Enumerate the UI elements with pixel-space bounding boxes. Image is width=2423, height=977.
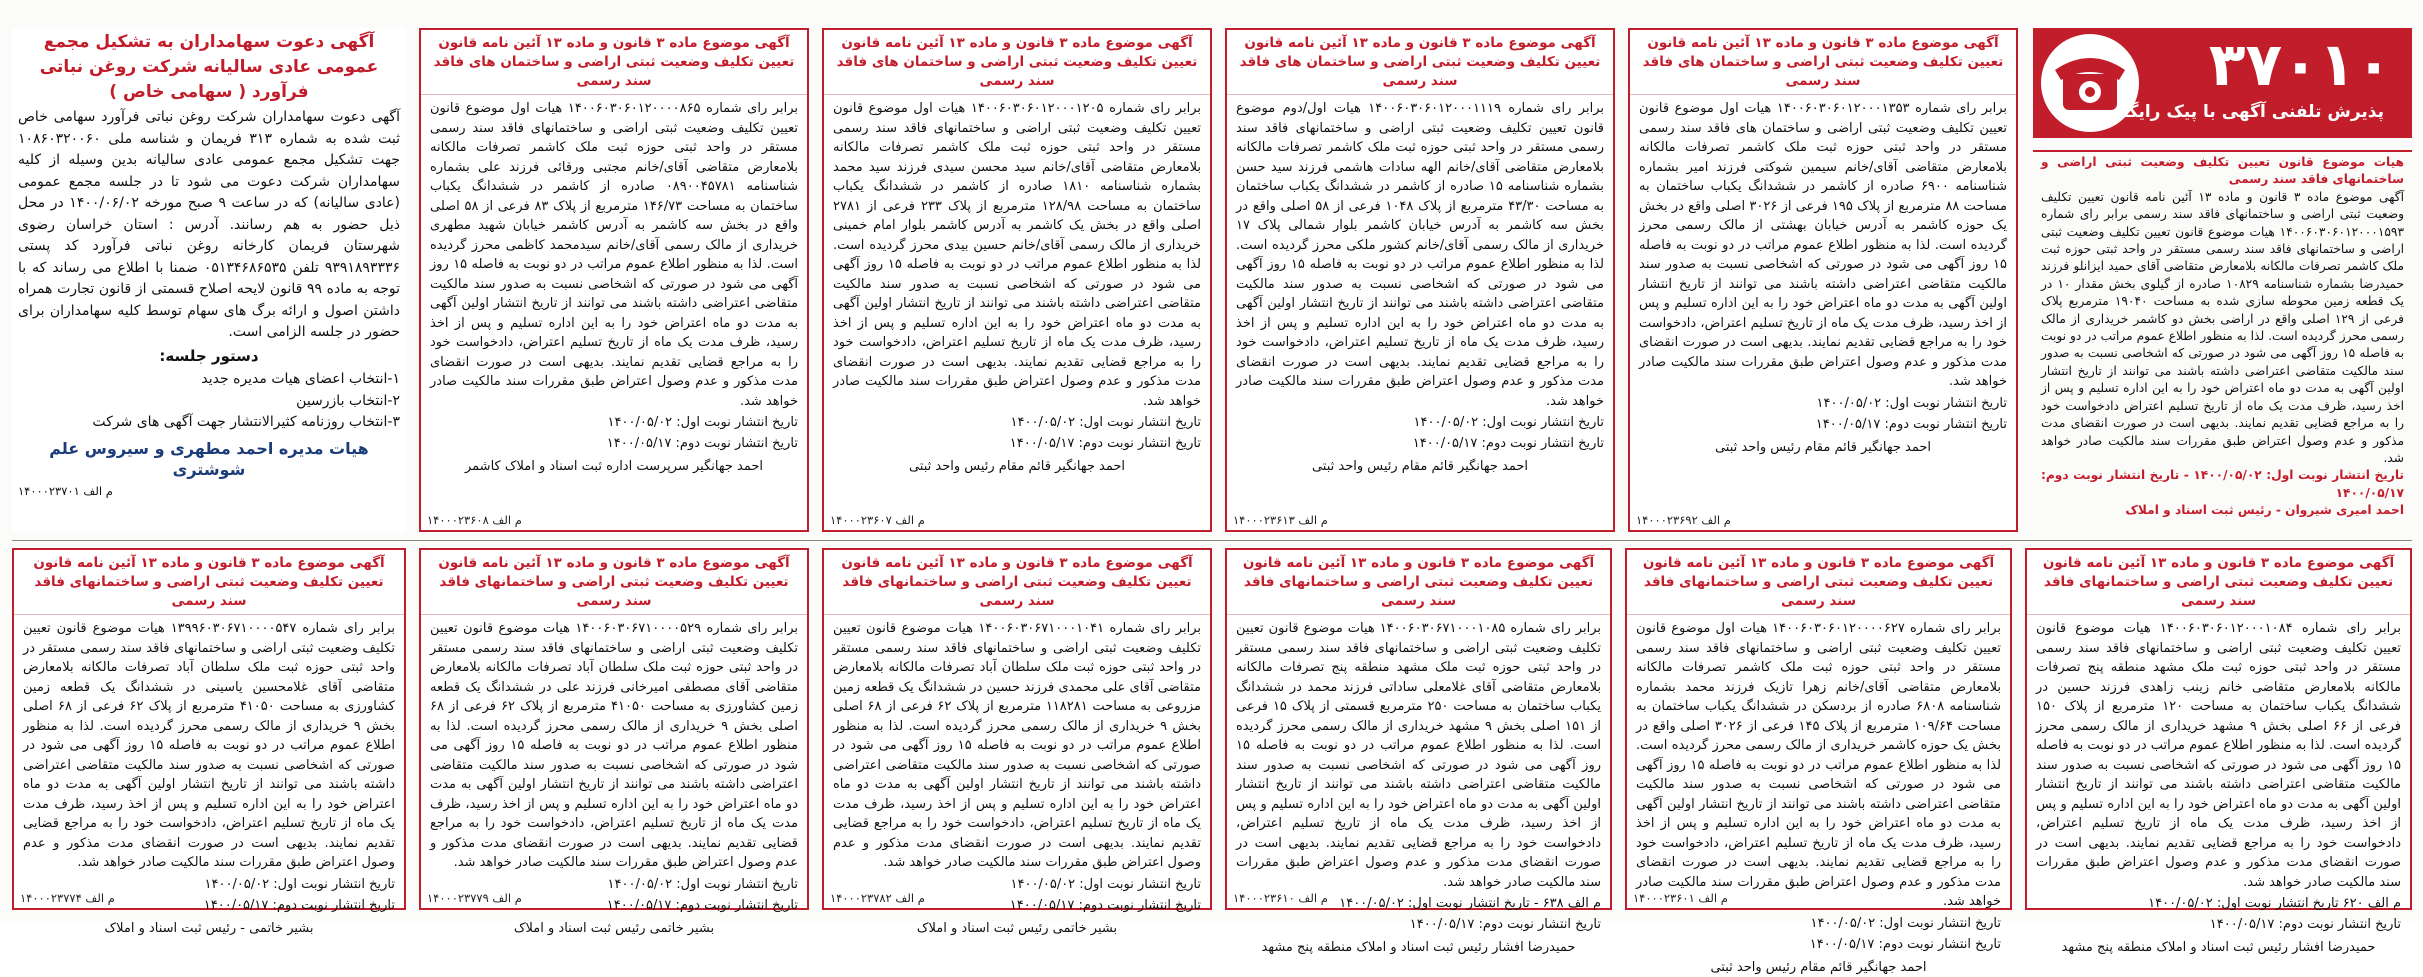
ad-body: برابر رای شماره ۱۴۰۰۶۰۳۰۶۰۱۲۰۰۰۰۸۶۵ هیات اول موضوع قانون تعیین تکلیف وضعیت ثبتی اراضی و ساختمانهای فاقد سند رسمی مستقر در واحد ثبتی حوزه ثبت ملک کاشمر تصرفات مالکانه بلامعارض متقاضی آقای/خانم مجتبی ورقائی فرزند علی بشماره شناسنامه ۰۸۹۰۰۴۵۷۸۱ صادره از کاشمر در ششدانگ یکباب ساختمان به مساحت ۱۴۶/۷۳ مترمربع از پلاک ۸۳ فرعی از ۵۸ اصلی واقع در بخش سه کاشمر به آدرس کاشمر خیابان شهید مطهری خریداری از مالک رسمی آقای/خانم سیدمحمد کاظمی محرز گردیده است. لذا به منظور اطلاع عموم مراتب در دو نوبت به فاصله ۱۵ روز آگهی می شود در صورتی که اشخاصی نسبت به صدور سند مالکیت متقاضی اعتراضی داشته باشند می توانند از تاریخ انتشار اولین آگهی به مدت دو ماه اعتراض خود را به این اداره تسلیم و پس از اخذ رسید، ظرف مدت یک ماه از تاریخ تسلیم اعتراض، دادخواست خود را به مراجع قضایی تقدیم نمایند. بدیهی است در صورت انقضای مدت مذکور و عدم وصول اعتراض طبق مقررات سند مالکیت صادر خواهد شد. [430,101,798,409]
ad-body: برابر رای شماره ۱۴۰۰۶۰۳۰۶۰۱۲۰۰۰۱۱۱۹ هیات اول/دوم موضوع قانون تعیین تکلیف وضعیت ثبتی اراضی و ساختمانهای فاقد سند رسمی مستقر در واحد ثبتی حوزه ثبت ملک کاشمر تصرفات مالکانه بلامعارض متقاضی آقای/خانم الهه سادات هاشمی فرزند سید حسن بشماره شناسنامه ۱۵ صادره از کاشمر در ششدانگ یکباب ساختمان به مساحت ۴۳/۳۰ مترمربع از پلاک ۱۰۴۸ فرعی از ۵۸ اصلی واقع در بخش سه کاشمر به آدرس خیابان کاشمر بلوار شمالی پلاک ۱۷ خریداری از مالک رسمی آقای/خانم کشور ملکی محرز گردیده است. لذا به منظور اطلاع عموم مراتب در دو نوبت به فاصله ۱۵ روز آگهی می شود در صورتی که اشخاصی نسبت به صدور سند مالکیت متقاضی اعتراضی داشته باشند می توانند از تاریخ انتشار اولین آگهی به مدت دو ماه اعتراض خود را به این اداره تسلیم و پس از اخذ رسید، ظرف مدت یک ماه از تاریخ تسلیم اعتراض، دادخواست خود را به مراجع قضایی تقدیم نمایند. بدیهی است در صورت انقضای مدت مذکور و عدم وصول اعتراض طبق مقررات سند مالکیت صادر خواهد شد. [1236,101,1604,409]
ad-title: آگهی موضوع ماده ۳ قانون و ماده ۱۳ آئین نامه قانون تعیین تکلیف وضعیت ثبتی اراضی و ساختمانهای فاقد سند رسمی [1227,550,1610,615]
ad-date-second: تاریخ انتشار نوبت دوم: ۱۴۰۰/۰۵/۱۷ [1009,897,1201,913]
ad-code: م الف ۱۴۰۰۰۲۳۶۰۸ [427,513,522,527]
ad-date-first: تاریخ انتشار نوبت اول: ۱۴۰۰/۰۵/۰۲ [607,415,798,430]
ad-signature: حمیدرضا افشار رئیس ثبت اسناد و املاک منطقه پنج مشهد [1261,940,1576,955]
ad-title: آگهی موضوع ماده ۳ قانون و ماده ۱۳ آئین نامه قانون تعیین تکلیف وضعیت ثبتی اراضی و ساختمان های فاقد سند رسمی [1227,30,1613,95]
phone-ad-header [2033,28,2412,138]
ad-body: برابر رای شماره ۱۴۰۰۶۰۳۰۶۷۱۰۰۰۰۵۲۹ هیات موضوع قانون تعیین تکلیف وضعیت ثبتی اراضی و ساختمانهای فاقد سند رسمی مستقر در واحد ثبتی حوزه ثبت ملک سلطان آباد تصرفات مالکانه بلامعارض متقاضی آقای مصطفی امیرخانی فرزند علی در ششدانگ یک قطعه زمین کشاورزی به مساحت ۴۱۰۵۰ مترمربع از پلاک ۶۲ فرعی از ۶۸ اصلی بخش ۹ خریداری از مالک رسمی محرز گردیده است. لذا به منظور اطلاع عموم مراتب در دو نوبت به فاصله ۱۵ روز آگهی می شود در صورتی که اشخاصی نسبت به صدور سند مالکیت متقاضی اعتراضی داشته باشند می توانند از تاریخ انتشار اولین آگهی به مدت دو ماه اعتراض خود را به این اداره تسلیم و پس از اخذ رسید، ظرف مدت یک ماه از تاریخ تسلیم اعتراض، دادخواست خود را به مراجع قضایی تقدیم نمایند. بدیهی است در صورت انقضای مدت مذکور و عدم وصول اعتراض طبق مقررات سند مالکیت صادر خواهد شد. [430,621,799,870]
ga-agenda-item: ۳-انتخاب روزنامه کثیرالانتشار جهت آگهی های شرکت [92,414,400,430]
ad-signature: احمد جهانگیر قائم مقام رئیس واحد ثبتی [1710,959,1927,975]
ad-signature: احمد جهانگیر قائم مقام رئیس واحد ثبتی [908,459,1126,474]
ad-title: آگهی موضوع ماده ۳ قانون و ماده ۱۳ آئین نامه قانون تعیین تکلیف وضعیت ثبتی اراضی و ساختمان های فاقد سند رسمی [824,30,1210,95]
general-assembly-notice [12,28,406,532]
ga-body: آگهی دعوت سهامداران شرکت روغن نباتی فرآورد سهامی خاص ثبت شده به شماره ۳۱۳ فریمان و شناسه ملی ۱۰۸۶۰۳۲۰۰۶۰ جهت تشکیل مجمع عمومی عادی سالیانه بدین وسیله از کلیه سهامداران شرکت دعوت می شود تا در جلسه مجمع عمومی (عادی سالیانه) که در ساعت ۹ صبح مورخه ۱۴۰۰/۰۶/۰۲ در محل ذیل حضور به هم رسانند. آدرس : استان خراسان رضوی شهرستان فریمان کارخانه روغن نباتی فرآورد کد پستی ۹۳۹۱۸۹۳۳۳۶ تلفن ۰۵۱۳۴۶۸۶۵۳۵ ضمنا با اطلاع می رساند که با توجه به ماده ۹۹ قانون لایحه اصلاح قسمتی از قانون تجارت همراه داشتن اصول و ارائه برگ های سهام توسط کلیه سهامداران برای حضور در جلسه الزامی است. [18,109,401,340]
ad-signature: بشیر خاتمی رئیس ثبت اسناد و املاک [513,920,715,936]
ga-agenda-item: ۱-انتخاب اعضای هیات مدیره جدید [201,371,400,387]
ga-agenda-title: دستور جلسه: [159,346,259,365]
ad-date-first: تاریخ انتشار نوبت اول: ۱۴۰۰/۰۵/۰۲ [1413,415,1604,430]
ad-top-2 [1225,28,1615,532]
ad-title: آگهی موضوع ماده ۳ قانون و ماده ۱۳ آئین نامه قانون تعیین تکلیف وضعیت ثبتی اراضی و ساختمانهای فاقد سند رسمی [14,550,404,615]
ad-date-first: تاریخ انتشار نوبت اول: ۱۴۰۰/۰۵/۰۲ [1010,415,1201,430]
ad-body: برابر رای شماره ۱۳۹۹۶۰۳۰۶۷۱۰۰۰۰۵۴۷ هیات موضوع قانون تعیین تکلیف وضعیت ثبتی اراضی و ساختمانهای فاقد سند رسمی مستقر در واحد ثبتی حوزه ثبت ملک سلطان آباد تصرفات مالکانه بلامعارض متقاضی آقای غلامحسین یاسینی در ششدانگ یک قطعه زمین کشاورزی به مساحت ۴۱۰۵۰ مترمربع از پلاک ۶۲ فرعی از ۶۸ اصلی بخش ۹ خریداری از مالک رسمی محرز گردیده است. لذا به منظور اطلاع عموم مراتب در دو نوبت به فاصله ۱۵ روز آگهی می شود در صورتی که اشخاصی نسبت به صدور سند مالکیت متقاضی اعتراضی داشته باشند می توانند از تاریخ انتشار اولین آگهی به مدت دو ماه اعتراض خود را به این اداره تسلیم و پس از اخذ رسید، ظرف مدت یک ماه از تاریخ تسلیم اعتراض، دادخواست خود را به مراجع قضایی تقدیم نمایند. بدیهی است در صورت انقضای مدت مذکور و عدم وصول اعتراض طبق مقررات سند مالکیت صادر خواهد شد. [23,621,395,870]
ad-date-second: تاریخ انتشار نوبت دوم: ۱۴۰۰/۰۵/۱۷ [1412,436,1604,451]
ad-signature: بشیر خاتمی - رئیس ثبت اسناد و املاک [104,920,314,936]
ad-title: آگهی موضوع ماده ۳ قانون و ماده ۱۳ آئین نامه قانون تعیین تکلیف وضعیت ثبتی اراضی و ساختمانهای فاقد سند رسمی [824,550,1210,615]
ad-date-second: تاریخ انتشار نوبت دوم: ۱۴۰۰/۰۵/۱۷ [1815,416,2007,432]
feature-ad [2033,150,2412,532]
ad-signature: احمد جهانگیر قائم مقام رئیس واحد ثبتی [1714,439,1932,455]
ad-signature: احمد جهانگیر سرپرست اداره ثبت اسناد و املاک کاشمر [464,459,763,474]
ad-title: آگهی موضوع ماده ۳ قانون و ماده ۱۳ آئین نامه قانون تعیین تکلیف وضعیت ثبتی اراضی و ساختمانهای فاقد سند رسمی [2027,550,2410,615]
ad-body: برابر رای شماره ۱۴۰۰۶۰۳۰۶۷۱۰۰۰۱۰۴۱ هیات موضوع قانون تعیین تکلیف وضعیت ثبتی اراضی و ساختمانهای فاقد سند رسمی مستقر در واحد ثبتی حوزه ثبت ملک سلطان آباد تصرفات مالکانه بلامعارض متقاضی آقای علی محمدی فرزند حسین در ششدانگ یک قطعه زمین مزروعی به مساحت ۱۱۸۲۸۱ مترمربع از پلاک ۶۲ فرعی از ۶۸ اصلی بخش ۹ خریداری از مالک رسمی محرز گردیده است. لذا به منظور اطلاع عموم مراتب در دو نوبت به فاصله ۱۵ روز آگهی می شود در صورتی که اشخاصی نسبت به صدور سند مالکیت متقاضی اعتراضی داشته باشند می توانند از تاریخ انتشار اولین آگهی به مدت دو ماه اعتراض خود را به این اداره تسلیم و پس از اخذ رسید، ظرف مدت یک ماه از تاریخ تسلیم اعتراض، دادخواست خود را به مراجع قضایی تقدیم نمایند. بدیهی است در صورت انقضای مدت مذکور و عدم وصول اعتراض طبق مقررات سند مالکیت صادر خواهد شد. [833,621,1201,870]
ad-code: م الف ۱۴۰۰۰۲۳۷۷۴ [20,891,115,905]
ad-date-second: تاریخ انتشار نوبت دوم: ۱۴۰۰/۰۵/۱۷ [1009,436,1201,451]
ad-body: برابر رای شماره ۱۴۰۰۶۰۳۰۶۰۱۲۰۰۰۰۶۲۷ هیات اول موضوع قانون تعیین تکلیف وضعیت ثبتی اراضی و ساختمانهای فاقد سند رسمی مستقر در واحد ثبتی حوزه ثبت ملک کاشمر تصرفات مالکانه بلامعارض متقاضی آقای/خانم زهرا تازیک فرزند محمد بشماره شناسنامه ۶۸۰۸ صادره از بردسکن در ششدانگ یکباب ساختمان به مساحت ۱۰۹/۶۴ مترمربع از پلاک ۱۴۵ فرعی از ۳۰۲۶ اصلی واقع در بخش یک حوزه کاشمر خریداری از مالک رسمی محرز گردیده است. لذا به منظور اطلاع عموم مراتب در دو نوبت به فاصله ۱۵ روز آگهی می شود در صورتی که اشخاصی نسبت به صدور سند مالکیت متقاضی اعتراضی داشته باشند می توانند از تاریخ انتشار اولین آگهی به مدت دو ماه اعتراض خود را به این اداره تسلیم و پس از اخذ رسید، ظرف مدت یک ماه از تاریخ تسلیم اعتراض، دادخواست خود را به مراجع قضایی تقدیم نمایند. بدیهی است در صورت انقضای مدت مذکور و عدم وصول اعتراض طبق مقررات سند مالکیت صادر خواهد شد. [1636,621,2002,909]
ad-body: برابر رای شماره ۱۴۰۰۶۰۳۰۶۷۱۰۰۰۱۰۸۵ هیات موضوع قانون تعیین تکلیف وضعیت ثبتی اراضی و ساختمانهای فاقد سند رسمی مستقر در واحد ثبتی حوزه ثبت ملک مشهد منطقه پنج تصرفات مالکانه بلامعارض متقاضی آقای غلامعلی ساداتی فرزند محمد در ششدانگ یکباب ساختمان به مساحت ۲۵۰ مترمربع قسمتی از پلاک ۱۵ فرعی از ۱۵۱ اصلی بخش ۹ مشهد خریداری از مالک رسمی محرز گردیده است. لذا به منظور اطلاع عموم مراتب در دو نوبت به فاصله ۱۵ روز آگهی می شود در صورتی که اشخاصی نسبت به صدور سند مالکیت متقاضی اعتراضی داشته باشند می توانند از تاریخ انتشار اولین آگهی به مدت دو ماه اعتراض خود را به این اداره تسلیم و پس از اخذ رسید، ظرف مدت یک ماه از تاریخ تسلیم اعتراض، دادخواست خود را به مراجع قضایی تقدیم نمایند. بدیهی است در صورت انقضای مدت مذکور و عدم وصول اعتراض طبق مقررات سند مالکیت صادر خواهد شد. [1236,621,1601,890]
ad-top-3 [822,28,1212,532]
ad-code: م الف ۱۴۰۰۰۲۳۷۸۲ [830,891,925,905]
ad-date-first: م الف ۶۳۸ - تاریخ انتشار نوبت اول: ۱۴۰۰/۰۵/۰۲ [1339,896,1601,911]
ad-bottom-1 [2025,548,2412,955]
feature-ad-title: هیات موضوع قانون تعیین تکلیف وضعیت ثبتی اراضی و ساختمانهای فاقد سند رسمی [2041,155,2404,187]
ad-date-second: تاریخ انتشار نوبت دوم: ۱۴۰۰/۰۵/۱۷ [606,436,798,451]
ad-date-first: تاریخ انتشار نوبت اول: ۱۴۰۰/۰۵/۰۲ [1810,915,2001,931]
phone-number: ۳۷۰۱۰ [2208,30,2392,100]
ad-title: آگهی موضوع ماده ۳ قانون و ماده ۱۳ آئین نامه قانون تعیین تکلیف وضعیت ثبتی اراضی و ساختمانهای فاقد سند رسمی [1627,550,2010,615]
ga-code: م الف ۱۴۰۰۰۲۳۷۰۱ [18,483,113,498]
ad-signature: بشیر خاتمی رئیس ثبت اسناد و املاک [916,920,1118,936]
ad-bottom-2 [1625,548,2012,975]
ad-date-second: تاریخ انتشار نوبت دوم: ۱۴۰۰/۰۵/۱۷ [203,897,395,913]
ad-body: برابر رای شماره ۱۴۰۰۶۰۳۰۶۰۱۲۰۰۰۱۰۸۴ هیات موضوع قانون تعیین تکلیف وضعیت ثبتی اراضی و ساختمانهای فاقد سند رسمی مستقر در واحد ثبتی حوزه ثبت ملک مشهد منطقه پنج تصرفات مالکانه بلامعارض متقاضی خانم زینب زاهدی فرزند حسین در ششدانگ یکباب ساختمان به مساحت ۱۲۰ مترمربع از پلاک ۱۵۰ فرعی از ۶۶ اصلی بخش ۹ مشهد خریداری از مالک رسمی محرز گردیده است. لذا به منظور اطلاع عموم مراتب در دو نوبت به فاصله ۱۵ روز آگهی می شود در صورتی که اشخاصی نسبت به صدور سند مالکیت متقاضی اعتراضی داشته باشند می توانند از تاریخ انتشار اولین آگهی به مدت دو ماه اعتراض خود را به این اداره تسلیم و پس از اخذ رسید، ظرف مدت یک ماه از تاریخ تسلیم اعتراض، دادخواست خود را به مراجع قضایی تقدیم نمایند. بدیهی است در صورت انقضای مدت مذکور و عدم وصول اعتراض طبق مقررات سند مالکیت صادر خواهد شد. [2036,621,2402,890]
ad-date-second: تاریخ انتشار نوبت دوم: ۱۴۰۰/۰۵/۱۷ [1409,917,1601,932]
ga-signature: هیات مدیره احمد مطهری و سیروس علم شوشتری [49,438,369,479]
ad-code: م الف ۱۴۰۰۰۲۳۶۹۲ [1636,513,1731,527]
ad-date-first: تاریخ انتشار نوبت اول: ۱۴۰۰/۰۵/۰۲ [1010,876,1201,892]
ad-code: م الف ۱۴۰۰۰۲۳۶۱۰ [1233,891,1328,905]
ad-date-second: تاریخ انتشار نوبت دوم: ۱۴۰۰/۰۵/۱۷ [2209,917,2401,932]
ad-title: آگهی موضوع ماده ۳ قانون و ماده ۱۳ آئین نامه قانون تعیین تکلیف وضعیت ثبتی اراضی و ساختمان های فاقد سند رسمی [421,30,807,95]
ad-code: م الف ۱۴۰۰۰۲۳۶۱۳ [1233,513,1328,527]
ad-bottom-3 [1225,548,1612,955]
ad-body: برابر رای شماره ۱۴۰۰۶۰۳۰۶۰۱۲۰۰۰۱۳۵۳ هیات اول موضوع قانون تعیین تکلیف وضعیت ثبتی اراضی و ساختمان های فاقد سند رسمی مستقر در واحد ثبتی حوزه ثبت ملک کاشمر تصرفات مالکانه بلامعارض متقاضی آقای/خانم سیمین شوکتی فرزند امیر بشماره شناسنامه ۶۹۰۰ صادره از کاشمر در ششدانگ یکباب ساختمان به مساحت ۸۸ مترمربع از پلاک ۱۹۵ فرعی از ۳۰۲۶ اصلی واقع در بخش یک حوزه کاشمر به آدرس خیابان بهشتی از مالک رسمی محرز گردیده است. لذا به منظور اطلاع عموم مراتب در دو نوبت به فاصله ۱۵ روز آگهی می شود در صورتی که اشخاصی نسبت به صدور سند مالکیت متقاضی اعتراضی داشته باشند می توانند از تاریخ انتشار اولین آگهی به مدت دو ماه اعتراض خود را به این اداره تسلیم و پس از اخذ رسید، ظرف مدت یک ماه از تاریخ تسلیم اعتراض، دادخواست خود را به مراجع قضایی تقدیم نمایند. بدیهی است در صورت انقضای مدت مذکور و عدم وصول اعتراض طبق مقررات سند مالکیت صادر خواهد شد. [1639,101,2007,389]
ad-top-4 [419,28,809,532]
row-divider [12,540,2412,541]
ad-title: آگهی موضوع ماده ۳ قانون و ماده ۱۳ آئین نامه قانون تعیین تکلیف وضعیت ثبتی اراضی و ساختمان های فاقد سند رسمی [1630,30,2016,95]
ga-body-wrap [12,107,406,502]
feature-ad-dates: تاریخ انتشار نوبت اول: ۱۴۰۰/۰۵/۰۲ - تاریخ انتشار نوبت دوم: ۱۴۰۰/۰۵/۱۷ [2041,468,2405,500]
ad-bottom-5 [419,548,809,936]
phone-subtitle: پذیرش تلفنی آگهی با پیک رایگان [2107,102,2384,122]
feature-ad-body: آگهی موضوع ماده ۳ قانون و ماده ۱۳ آئین نامه قانون تعیین تکلیف وضعیت ثبتی اراضی و ساختمانهای فاقد سند رسمی برابر رای شماره ۱۴۰۰۶۰۳۰۶۰۱۲۰۰۰۱۵۹۳ هیات موضوع قانون تعیین تکلیف وضعیت ثبتی اراضی و ساختمانهای فاقد سند رسمی مستقر در واحد ثبتی حوزه ثبت ملک کاشمر تصرفات مالکانه بلامعارض متقاضی آقای حمید ایزانلو فرزند حمیدرضا بشماره شناسنامه ۱۰۸۲۹ صادره از گیلوی بخش مقدار ۱۰ در یک قطعه زمین محوطه سازی شده به مساحت ۱۹۰۴۰ مترمربع پلاک فرعی از ۱۲۹ اصلی واقع در اراضی بخش دو کاشمر خریداری از مالک رسمی محرز گردیده است. لذا به منظور اطلاع عموم مراتب در دو نوبت به فاصله ۱۵ روز آگهی می شود در صورتی که اشخاصی نسبت به صدور سند مالکیت متقاضی اعتراضی داشته باشند می توانند از تاریخ انتشار اولین آگهی به مدت دو ماه اعتراض خود را به این اداره تسلیم و پس از اخذ رسید، ظرف مدت یک ماه از تاریخ تسلیم اعتراض دادخواست خود را به مراجع قضایی تقدیم نمایند. بدیهی است در صورت انقضای مدت مذکور و عدم وصول اعتراض طبق مقررات سند مالکیت صادر خواهد شد. [2041,189,2405,465]
feature-ad-text [2033,152,2412,520]
ad-bottom-4 [822,548,1212,936]
ga-title: آگهی دعوت سهامداران به تشکیل مجمع عمومی عادی سالیانه شرکت روغن نباتی فرآورد ( سهامی خاص ) [39,32,379,102]
ad-body: برابر رای شماره ۱۴۰۰۶۰۳۰۶۰۱۲۰۰۰۱۲۰۵ هیات اول موضوع قانون تعیین تکلیف وضعیت ثبتی اراضی و ساختمانهای فاقد سند رسمی مستقر در واحد ثبتی حوزه ثبت ملک کاشمر تصرفات مالکانه بلامعارض متقاضی آقای/خانم سید محسن سیدی فرزند سید محمد بشماره شناسنامه ۱۸۱۰ صادره از کاشمر در ششدانگ یکباب ساختمان به مساحت ۱۲۸/۹۸ مترمربع از پلاک ۲۳۳ فرعی از ۲۷۸۱ اصلی واقع در بخش یک کاشمر به آدرس کاشمر بلوار امام خمینی خریداری از مالک رسمی آقای/خانم حسین بیدی محرز گردیده است. لذا به منظور اطلاع عموم مراتب در دو نوبت به فاصله ۱۵ روز آگهی می شود در صورتی که اشخاصی نسبت به صدور سند مالکیت متقاضی اعتراضی داشته باشند می توانند از تاریخ انتشار اولین آگهی به مدت دو ماه اعتراض خود را به این اداره تسلیم و پس از اخذ رسید، ظرف مدت یک ماه از تاریخ تسلیم اعتراض، دادخواست خود را به مراجع قضایی تقدیم نمایند. بدیهی است در صورت انقضای مدت مذکور و عدم وصول اعتراض طبق مقررات سند مالکیت صادر خواهد شد. [833,101,1201,409]
feature-ad-signature: احمد امیری شیروان - رئیس ثبت اسناد و املاک [2125,503,2404,518]
ad-code: م الف ۱۴۰۰۰۲۳۶۰۱ [1633,891,1728,905]
ga-agenda-item: ۲-انتخاب بازرسین [296,392,400,409]
ad-title: آگهی موضوع ماده ۳ قانون و ماده ۱۳ آئین نامه قانون تعیین تکلیف وضعیت ثبتی اراضی و ساختمانهای فاقد سند رسمی [421,550,807,615]
ad-top-1 [1628,28,2018,532]
ad-date-first: تاریخ انتشار نوبت اول: ۱۴۰۰/۰۵/۰۲ [607,876,798,892]
ad-date-first: تاریخ انتشار نوبت اول: ۱۴۰۰/۰۵/۰۲ [1816,395,2007,411]
ad-code: م الف ۱۴۰۰۰۲۳۶۰۷ [830,513,925,527]
ad-code: م الف ۱۴۰۰۰۲۳۷۷۹ [427,891,522,905]
ad-date-first: م الف ۶۲۰ تاریخ انتشار نوبت اول: ۱۴۰۰/۰۵/۰۲ [2148,896,2401,911]
ad-date-second: تاریخ انتشار نوبت دوم: ۱۴۰۰/۰۵/۱۷ [1809,936,2001,952]
ad-bottom-6 [12,548,406,936]
ad-date-first: تاریخ انتشار نوبت اول: ۱۴۰۰/۰۵/۰۲ [204,876,395,892]
ad-signature: احمد جهانگیر قائم مقام رئیس واحد ثبتی [1311,459,1529,474]
ad-date-second: تاریخ انتشار نوبت دوم: ۱۴۰۰/۰۵/۱۷ [606,897,798,913]
ad-signature: حمیدرضا افشار رئیس ثبت اسناد و املاک منطقه پنج مشهد [2061,940,2376,955]
